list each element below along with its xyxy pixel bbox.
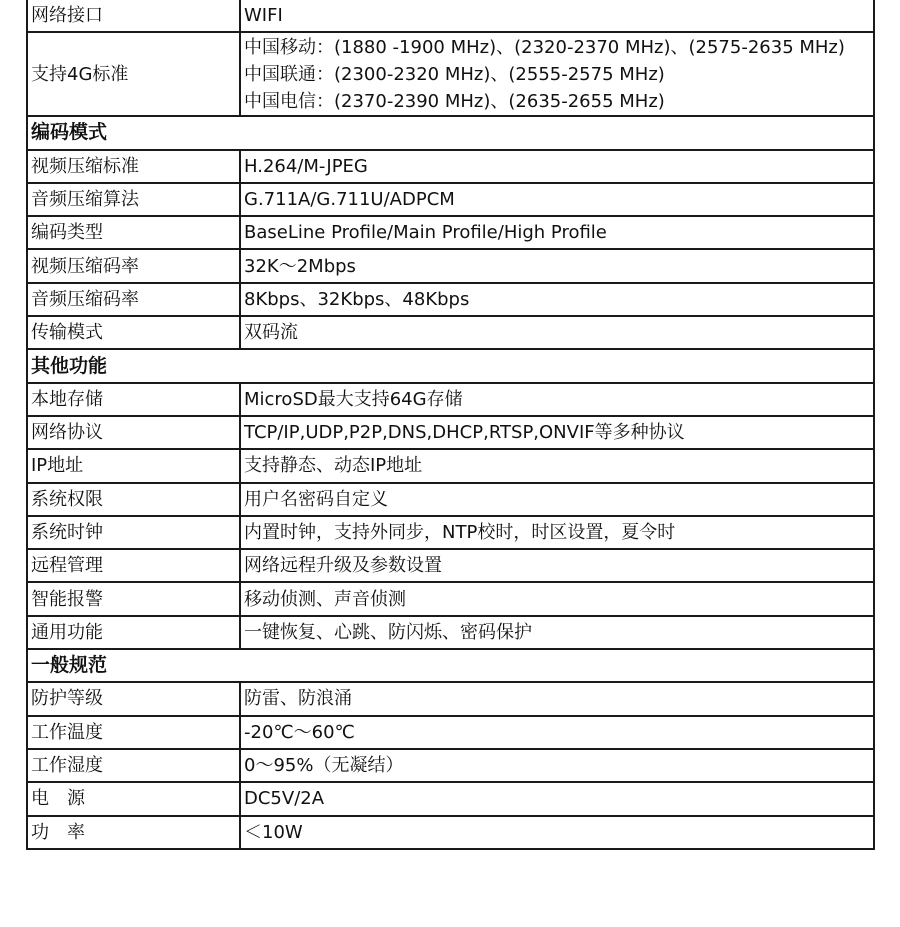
spec-label: 工作温度 <box>27 716 240 749</box>
section-title: 编码模式 <box>27 116 874 149</box>
spec-value: DC5V/2A <box>240 782 874 815</box>
spec-label: 本地存储 <box>27 383 240 416</box>
spec-label: 系统权限 <box>27 483 240 516</box>
spec-value: 移动侦测、声音侦测 <box>240 582 874 615</box>
spec-label: 音频压缩码率 <box>27 283 240 316</box>
spec-row-network-interface <box>27 0 874 32</box>
spec-value: 32K～2Mbps <box>240 249 874 282</box>
spec-label: IP地址 <box>27 449 240 482</box>
spec-row-4g-standard <box>27 32 874 116</box>
section-header-general <box>27 649 874 682</box>
spec-label: 电 源 <box>27 782 240 815</box>
spec-value: H.264/M-JPEG <box>240 150 874 183</box>
band-line-china-mobile: 中国移动：(1880 -1900 MHz)、(2320-2370 MHz)、(2575-2635 MHz) <box>244 36 845 58</box>
spec-label: 智能报警 <box>27 582 240 615</box>
spec-label: 音频压缩算法 <box>27 183 240 216</box>
spec-value: 内置时钟，支持外同步，NTP校时，时区设置，夏令时 <box>240 516 874 549</box>
section-header-encoding <box>27 116 874 149</box>
spec-value: 用户名密码自定义 <box>240 483 874 516</box>
spec-row <box>27 782 874 815</box>
spec-label: 视频压缩码率 <box>27 249 240 282</box>
spec-value: 双码流 <box>240 316 874 349</box>
spec-value: ＜10W <box>240 816 874 849</box>
spec-row <box>27 549 874 582</box>
spec-row <box>27 749 874 782</box>
spec-value-4g-bands <box>240 32 874 116</box>
spec-row <box>27 383 874 416</box>
spec-label: 通用功能 <box>27 616 240 649</box>
band-line-china-unicom: 中国联通：(2300-2320 MHz)、(2555-2575 MHz) <box>244 63 665 85</box>
spec-row <box>27 682 874 715</box>
spec-row <box>27 249 874 282</box>
spec-value: WIFI <box>240 0 874 32</box>
spec-row <box>27 516 874 549</box>
spec-row <box>27 816 874 849</box>
spec-label: 编码类型 <box>27 216 240 249</box>
spec-label: 工作湿度 <box>27 749 240 782</box>
spec-row <box>27 483 874 516</box>
spec-label: 功 率 <box>27 816 240 849</box>
spec-row <box>27 150 874 183</box>
spec-row <box>27 316 874 349</box>
spec-label: 系统时钟 <box>27 516 240 549</box>
spec-row <box>27 183 874 216</box>
spec-value: 8Kbps、32Kbps、48Kbps <box>240 283 874 316</box>
spec-value: TCP/IP,UDP,P2P,DNS,DHCP,RTSP,ONVIF等多种协议 <box>240 416 874 449</box>
spec-label: 网络协议 <box>27 416 240 449</box>
spec-row <box>27 582 874 615</box>
spec-value: 0～95%（无凝结） <box>240 749 874 782</box>
spec-value: G.711A/G.711U/ADPCM <box>240 183 874 216</box>
spec-row <box>27 449 874 482</box>
spec-row <box>27 216 874 249</box>
spec-value: 防雷、防浪涌 <box>240 682 874 715</box>
spec-table <box>26 0 875 850</box>
section-header-other <box>27 349 874 382</box>
spec-label: 网络接口 <box>27 0 240 32</box>
spec-value: BaseLine Profile/Main Profile/High Profile <box>240 216 874 249</box>
spec-label: 传输模式 <box>27 316 240 349</box>
spec-value: 支持静态、动态IP地址 <box>240 449 874 482</box>
spec-label: 防护等级 <box>27 682 240 715</box>
spec-row <box>27 616 874 649</box>
spec-value: 一键恢复、心跳、防闪烁、密码保护 <box>240 616 874 649</box>
spec-label: 视频压缩标准 <box>27 150 240 183</box>
spec-row <box>27 716 874 749</box>
spec-row <box>27 283 874 316</box>
section-title: 其他功能 <box>27 349 874 382</box>
spec-value: MicroSD最大支持64G存储 <box>240 383 874 416</box>
spec-value: -20℃～60℃ <box>240 716 874 749</box>
spec-value: 网络远程升级及参数设置 <box>240 549 874 582</box>
spec-row <box>27 416 874 449</box>
section-title: 一般规范 <box>27 649 874 682</box>
spec-label: 支持4G标准 <box>27 32 240 116</box>
band-line-china-telecom: 中国电信：(2370-2390 MHz)、(2635-2655 MHz) <box>244 90 665 112</box>
spec-label: 远程管理 <box>27 549 240 582</box>
